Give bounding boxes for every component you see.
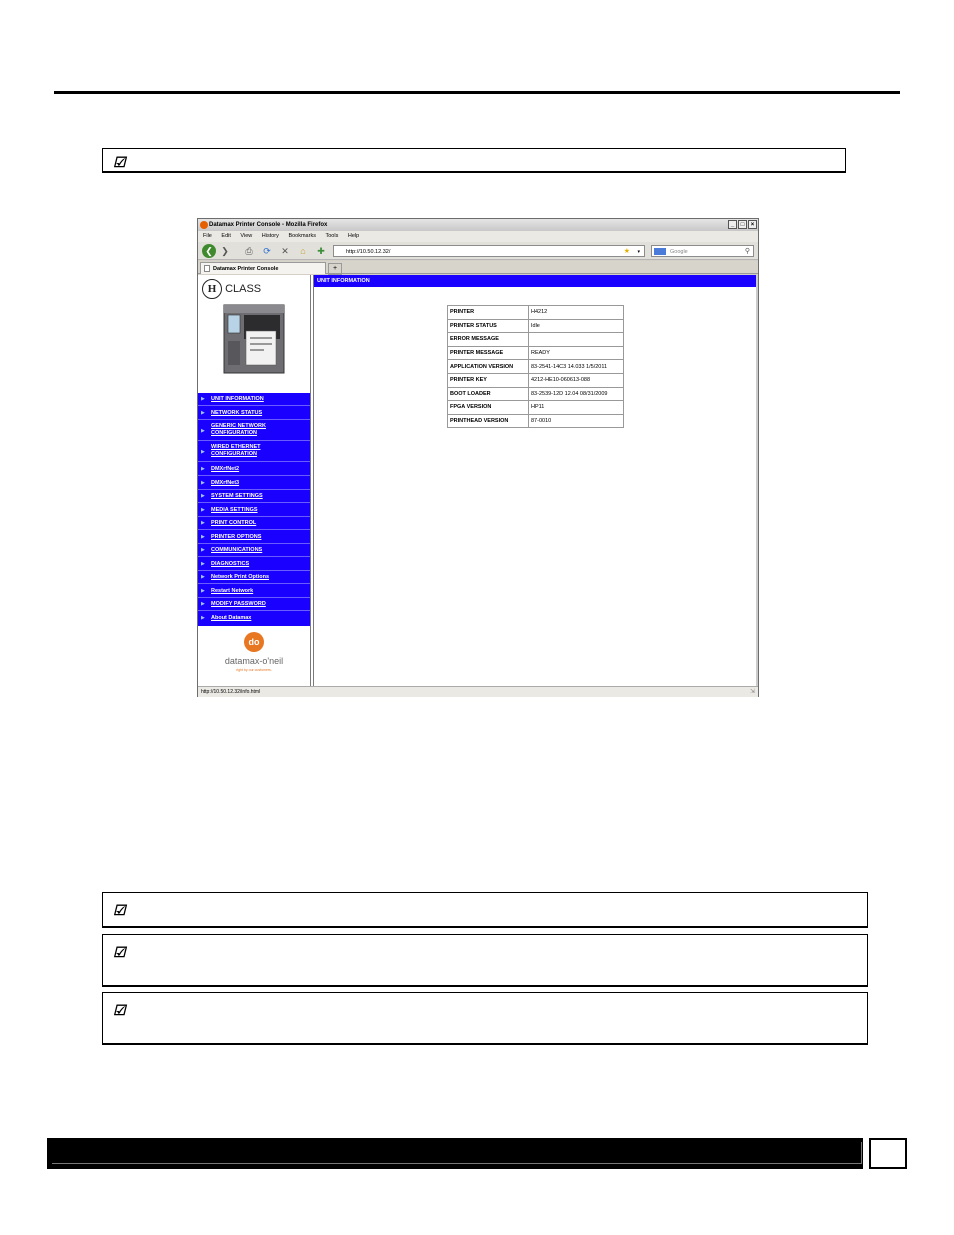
triangle-right-icon: ▶ — [201, 410, 205, 416]
row-value: READY — [529, 346, 624, 360]
triangle-right-icon: ▶ — [201, 480, 205, 486]
note-box-4 — [102, 992, 868, 1045]
row-key: ERROR MESSAGE — [448, 333, 529, 347]
row-value: H4212 — [529, 306, 624, 320]
row-key: PRINTER — [448, 306, 529, 320]
reload-icon[interactable]: ⟳ — [263, 246, 271, 256]
row-value: 83-2539-12D 12.04 08/31/2009 — [529, 387, 624, 401]
sidebar-item-dmxrfnet3[interactable] — [198, 476, 310, 490]
menu-bookmarks[interactable]: Bookmarks — [288, 233, 316, 239]
page-title: UNIT INFORMATION — [314, 275, 757, 287]
row-key: PRINTER KEY — [448, 373, 529, 387]
title-bar — [198, 219, 758, 231]
triangle-right-icon: ▶ — [201, 520, 205, 526]
triangle-right-icon: ▶ — [201, 601, 205, 607]
table-row — [448, 333, 624, 347]
browser-window — [197, 218, 759, 697]
table-row — [448, 373, 624, 387]
row-value — [529, 333, 624, 347]
row-value: 4212-HE10-060613-088 — [529, 373, 624, 387]
sidebar-item-label[interactable]: MEDIA SETTINGS — [211, 507, 258, 513]
menu-history[interactable]: History — [261, 233, 279, 239]
vertical-scrollbar[interactable] — [756, 275, 758, 686]
window-title: Datamax Printer Console - Mozilla Firefox — [209, 222, 328, 228]
forward-arrow-icon[interactable]: ❯ — [221, 246, 229, 256]
note-box-3 — [102, 934, 868, 987]
row-key: PRINTER STATUS — [448, 319, 529, 333]
checkbox-check-icon: ☑ — [113, 944, 126, 960]
sidebar-item-label[interactable]: NETWORK STATUS — [211, 410, 263, 416]
row-value: Idle — [529, 319, 624, 333]
home-icon[interactable]: ⌂ — [300, 246, 306, 256]
sidebar-item-label[interactable]: UNIT INFORMATION — [211, 396, 264, 402]
triangle-right-icon: ▶ — [201, 449, 205, 455]
sidebar-item-modify-password[interactable] — [198, 598, 310, 611]
navigation-toolbar — [198, 242, 758, 260]
sidebar-item-label[interactable]: PRINT CONTROL — [211, 520, 257, 526]
sidebar-item-diagnostics[interactable] — [198, 557, 310, 571]
triangle-right-icon: ▶ — [201, 466, 205, 472]
brand-tagline: right by our customers. — [236, 668, 272, 672]
sidebar-item-label[interactable]: Network Print Options — [211, 574, 270, 580]
triangle-right-icon: ▶ — [201, 396, 205, 402]
triangle-right-icon: ▶ — [201, 574, 205, 580]
sidebar-item-unit-information[interactable] — [198, 393, 310, 406]
sidebar-item-label[interactable]: DMXrfNet3 — [211, 480, 240, 486]
sidebar-item-network-print-options[interactable] — [198, 571, 310, 584]
row-key: PRINTHEAD VERSION — [448, 414, 529, 428]
sidebar-item-restart-network[interactable] — [198, 584, 310, 598]
menu-help[interactable]: Help — [347, 233, 360, 239]
search-input[interactable] — [651, 245, 754, 257]
triangle-right-icon: ▶ — [201, 428, 205, 434]
h-circle-logo: H — [202, 279, 222, 299]
triangle-right-icon: ▶ — [201, 493, 205, 499]
menu-tools[interactable]: Tools — [325, 233, 339, 239]
sidebar-item-label[interactable]: SYSTEM SETTINGS — [211, 493, 263, 499]
table-row — [448, 401, 624, 415]
minimize-button[interactable]: _ — [728, 220, 737, 229]
sidebar-item-label[interactable]: WIRED ETHERNET CONFIGURATION — [211, 444, 261, 457]
status-bar — [198, 686, 758, 697]
printer-image — [220, 301, 288, 375]
back-arrow-icon[interactable]: ❮ — [202, 244, 216, 258]
sidebar-item-label[interactable]: DMXrfNet2 — [211, 466, 240, 472]
sidebar-item-generic-network-configuration[interactable] — [198, 420, 310, 441]
sidebar-item-network-status[interactable] — [198, 406, 310, 420]
sidebar-item-communications[interactable] — [198, 544, 310, 557]
table-row — [448, 414, 624, 428]
sidebar-item-wired-ethernet-configuration[interactable] — [198, 441, 310, 462]
unit-info-table — [447, 305, 624, 428]
sidebar-nav — [198, 393, 310, 626]
sidebar-item-label[interactable]: Restart Network — [211, 588, 254, 594]
addon-icon[interactable]: ✚ — [317, 246, 325, 256]
url-input[interactable] — [333, 245, 645, 257]
sidebar-item-label[interactable]: COMMUNICATIONS — [211, 547, 263, 553]
footer-inner-frame — [52, 1142, 862, 1164]
tab-datamax-console[interactable] — [200, 262, 326, 274]
datamax-oneil-logo — [198, 630, 310, 684]
row-value: 83-2541-14C3 14.033 1/5/2011 — [529, 360, 624, 374]
chevron-down-icon[interactable]: ▾ — [637, 249, 640, 255]
tab-bar — [198, 261, 758, 274]
table-row — [448, 346, 624, 360]
do-logo-mark: do — [244, 632, 264, 652]
sidebar-item-label[interactable]: DIAGNOSTICS — [211, 561, 250, 567]
table-row — [448, 360, 624, 374]
menu-view[interactable]: View — [240, 233, 253, 239]
note-box-2 — [102, 892, 868, 928]
page-number-box — [869, 1138, 907, 1169]
triangle-right-icon: ▶ — [201, 547, 205, 553]
row-value: 87-0010 — [529, 414, 624, 428]
search-placeholder: Google — [670, 249, 688, 255]
triangle-right-icon: ▶ — [201, 615, 205, 621]
tab-title: Datamax Printer Console — [213, 266, 279, 272]
menu-bar — [198, 231, 758, 242]
class-logo-text: CLASS — [225, 283, 262, 295]
checkbox-check-icon: ☑ — [113, 154, 126, 170]
resize-grip-icon[interactable]: ⇲ — [749, 689, 755, 695]
stop-icon[interactable]: ✕ — [281, 246, 289, 256]
maximize-button[interactable]: □ — [738, 220, 747, 229]
brand-name: datamax-o'neil — [224, 656, 284, 666]
top-rule — [54, 91, 900, 94]
close-button[interactable]: × — [748, 220, 757, 229]
table-row — [448, 306, 624, 320]
sidebar-item-print-control[interactable] — [198, 517, 310, 530]
row-key: BOOT LOADER — [448, 387, 529, 401]
table-row — [448, 387, 624, 401]
row-key: PRINTER MESSAGE — [448, 346, 529, 360]
page-icon — [204, 265, 210, 272]
sidebar-item-label[interactable]: About Datamax — [211, 615, 252, 621]
checkbox-check-icon: ☑ — [113, 1002, 126, 1018]
sidebar-item-label[interactable]: MODIFY PASSWORD — [211, 601, 266, 607]
url-text: http://10.50.12.32/ — [346, 249, 391, 255]
search-icon[interactable]: ⚲ — [744, 248, 750, 255]
triangle-right-icon: ▶ — [201, 561, 205, 567]
menu-edit[interactable]: Edit — [221, 233, 231, 239]
menu-file[interactable]: File — [203, 233, 212, 239]
checkbox-check-icon: ☑ — [113, 902, 126, 918]
sidebar-item-about-datamax[interactable] — [198, 611, 310, 626]
row-value: HP11 — [529, 401, 624, 415]
sidebar-item-label[interactable]: PRINTER OPTIONS — [211, 534, 262, 540]
main-panel — [313, 275, 757, 686]
firefox-icon — [200, 221, 208, 229]
page-content — [198, 275, 758, 686]
sidebar-item-media-settings[interactable] — [198, 503, 310, 517]
sidebar — [198, 275, 311, 686]
sidebar-item-dmxrfnet2[interactable] — [198, 462, 310, 476]
hclass-logo — [202, 279, 261, 299]
triangle-right-icon: ▶ — [201, 507, 205, 513]
note-box-1 — [102, 148, 846, 173]
triangle-right-icon: ▶ — [201, 534, 205, 540]
sidebar-item-printer-options[interactable] — [198, 530, 310, 544]
bookmark-star-icon[interactable]: ★ — [623, 248, 630, 255]
row-key: APPLICATION VERSION — [448, 360, 529, 374]
table-row — [448, 319, 624, 333]
triangle-right-icon: ▶ — [201, 588, 205, 594]
new-tab-button[interactable]: + — [328, 263, 342, 275]
print-icon[interactable]: ⎙ — [245, 246, 253, 256]
sidebar-item-system-settings[interactable] — [198, 490, 310, 503]
sidebar-item-label[interactable]: GENERIC NETWORK CONFIGURATION — [211, 423, 266, 436]
row-key: FPGA VERSION — [448, 401, 529, 415]
google-search-engine-icon[interactable] — [654, 248, 666, 255]
status-url: http://10.50.12.32/info.html — [201, 689, 261, 695]
